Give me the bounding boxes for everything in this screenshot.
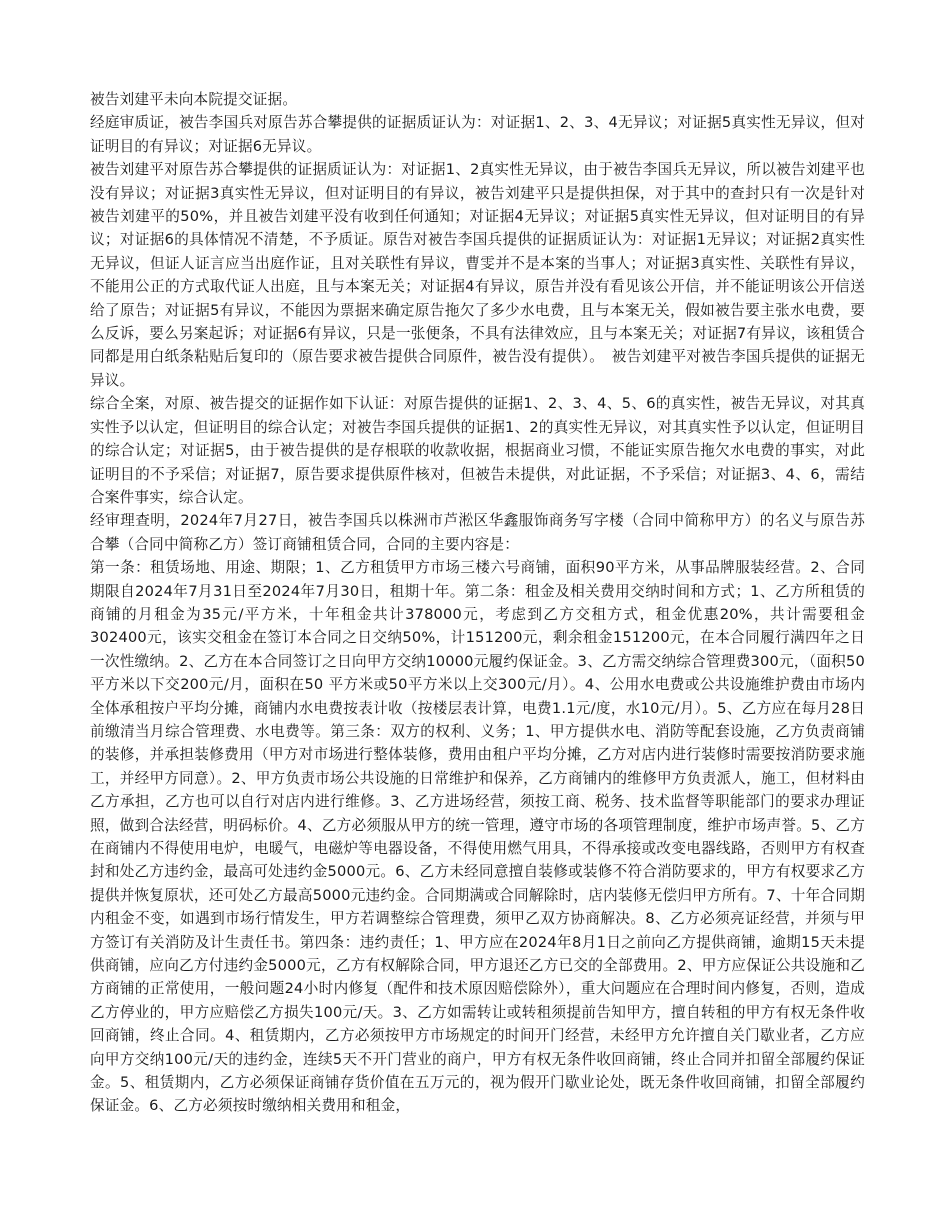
paragraph-facts-found: 经审理查明，2024年7月27日，被告李国兵以株洲市芦淞区华鑫服饰商务写字楼（合同中简称甲方）的名义与原告苏合攀（合同中简称乙方）签订商铺租赁合同，合同的主要内容是： [90, 512, 865, 553]
document-body [90, 88, 865, 1118]
paragraph-liu-cross-examination: 被告刘建平对原告苏合攀提供的证据质证认为：对证据1、2真实性无异议，由于被告李国兵无异议，所以被告刘建平也没有异议；对证据3真实性无异议，但对证明目的有异议，被告刘建平只是提供担保，对于其中的查封只有一次是针对被告刘建平的50%，并且被告刘建平没有收到任何通知；对证据4无异议；对证据5真实性无异议，但对证明目的有异议；对证据6的具体情况不清楚，不予质证。原告对被告李国兵提供的证据质证认为：对证据1无异议；对证据2真实性无异议，但证人证言应当出庭作证，且对关联性有异议，曹雯并不是本案的当事人；对证据3真实性、关联性有异议，不能用公正的方式取代证人出庭，且与本案无关；对证据4有异议，原告并没有看见该公开信，并不能证明该公开信送给了原告；对证据5有异议，不能因为票据来确定原告拖欠了多少水电费，且与本案无关，假如被告要主张水电费，要么反诉，要么另案起诉；对证据6有异议，只是一张便条，不具有法律效应，且与本案无关；对证据7有异议，该租赁合同都是用白纸条粘贴后复印的（原告要求被告提供合同原件，被告没有提供）。 被告刘建平对被告李国兵提供的证据无异议。 [90, 161, 865, 389]
paragraph-evidence-finding: 综合全案，对原、被告提交的证据作如下认证：对原告提供的证据1、2、3、4、5、6的真实性，被告无异议，对其真实性予以认定，但证明目的综合认定；对被告李国兵提供的证据1、2的真实性无异议，对其真实性予以认定，但证明目的综合认定；对证据5，由于被告提供的是存根联的收款收据，根据商业习惯，不能证实原告拖欠水电费的事实，对此证明目的不予采信；对证据7，原告要求提供原件核对，但被告未提供，对此证据，不予采信；对证据3、4、6，需结合案件事实，综合认定。 [90, 395, 865, 506]
paragraph-contract-terms: 第一条：租赁场地、用途、期限；1、乙方租赁甲方市场三楼六号商铺，面积90平方米，从事品牌服装经营。2、合同期限自2024年7月31日至2024年7月30日，租期十年。第二条：租金及相关费用交纳时间和方式；1、乙方所租赁的商铺的月租金为35元/平方米，十年租金共计378000元，考虑到乙方交租方式，租金优惠20%，共计需要租金302400元，该实交租金在签订本合同之日交纳50%，计151200元，剩余租金151200元，在本合同履行满四年之日一次性缴纳。2、乙方在本合同签订之日向甲方交纳10000元履约保证金。3、乙方需交纳综合管理费300元，（面积50平方米以下交200元/月，面积在50 平方米或50平方米以上交300元/月）。4、公用水电费或公共设施维护费由市场内全体承租按户平均分摊，商铺内水电费按表计收（按楼层表计算，电费1.1元/度，水10元/月）。5、乙方应在每月28日前缴清当月综合管理费、水电费等。第三条：双方的权利、义务；1、甲方提供水电、消防等配套设施，乙方负责商铺的装修，并承担装修费用（甲方对市场进行整体装修，费用由租户平均分摊，乙方对店内进行装修时需要按消防要求施工，并经甲方同意）。2、甲方负责市场公共设施的日常维护和保养，乙方商铺内的维修甲方负责派人，施工，但材料由乙方承担，乙方也可以自行对店内进行维修。3、乙方进场经营，须按工商、税务、技术监督等职能部门的要求办理证照，做到合法经营，明码标价。4、乙方必须服从甲方的统一管理，遵守市场的各项管理制度，维护市场声誉。5、乙方在商铺内不得使用电炉，电暖气，电磁炉等电器设备，不得使用燃气用具，不得承接或改变电器线路，否则甲方有权查封和处乙方违约金，最高可处违约金5000元。6、乙方未经同意擅自装修或装修不符合消防要求的，甲方有权要求乙方提供并恢复原状，还可处乙方最高5000元违约金。合同期满或合同解除时，店内装修无偿归甲方所有。7、十年合同期内租金不变，如遇到市场行情发生，甲方若调整综合管理费，须甲乙双方协商解决。8、乙方必须亮证经营，并须与甲方签订有关消防及计生责任书。第四条：违约责任；1、甲方应在2024年8月1日之前向乙方提供商铺，逾期15天未提供商铺，应向乙方付违约金5000元，乙方有权解除合同，甲方退还乙方已交的全部费用。2、甲方应保证公共设施和乙方商铺的正常使用，一般问题24小时内修复（配件和技术原因赔偿除外），重大问题应在合理时间内修复，否则，造成乙方停业的，甲方应赔偿乙方损失100元/天。3、乙方如需转让或转租须提前告知甲方，擅自转租的甲方有权无条件收回商铺，终止合同。4、租赁期内，乙方必须按甲方市场规定的时间开门经营，未经甲方允许擅自关门歇业者，乙方应向甲方交纳100元/天的违约金，连续5天不开门营业的商户，甲方有权无条件收回商铺，终止合同并扣留全部履约保证金。5、租赁期内，乙方必须保证商铺存货价值在五万元的，视为假开门歇业论处，既无条件收回商铺，扣留全部履约保证金。6、乙方必须按时缴纳相关费用和租金， [90, 559, 865, 1115]
paragraph-li-cross-examination: 经庭审质证，被告李国兵对原告苏合攀提供的证据质证认为：对证据1、2、3、4无异议；对证据5真实性无异议，但对证明目的有异议；对证据6无异议。 [90, 114, 865, 155]
paragraph-defendant-liu-no-evidence: 被告刘建平未向本院提交证据。 [90, 91, 298, 108]
